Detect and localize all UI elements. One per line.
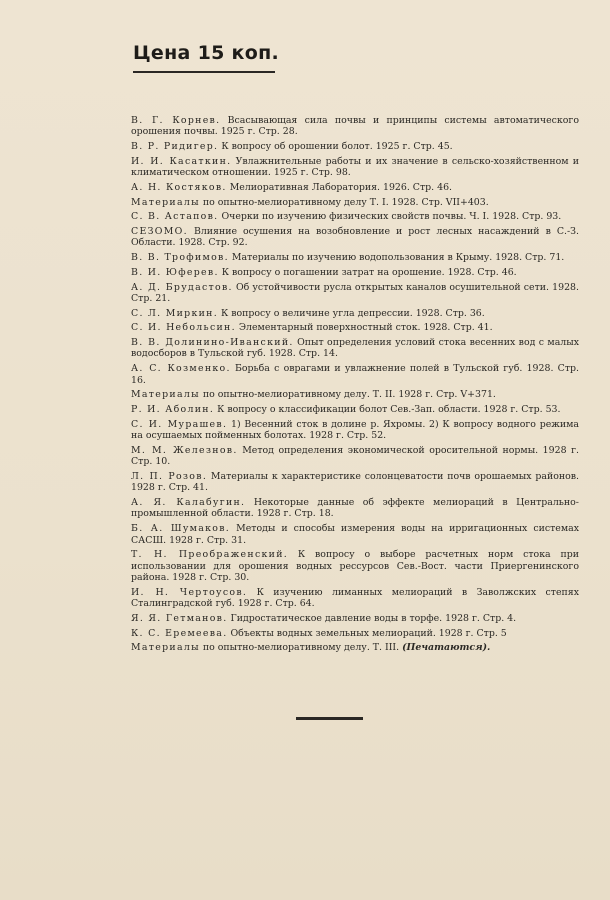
publication-entry bbox=[131, 197, 579, 208]
entry-author: В. Р. Ридигер. bbox=[131, 141, 219, 153]
entry-title: по опытно-мелиоративному делу Т. I. 1928. Стр. VII+403. bbox=[202, 196, 489, 208]
publication-entry bbox=[131, 363, 579, 386]
entry-title: К вопросу о величине угла депрессии. 1928. Стр. 36. bbox=[221, 307, 485, 319]
entry-title: Увлажнительные работы и их значение в сельско-хозяйственном и климатическом отношении. 1925 г. Стр. 98. bbox=[131, 155, 579, 179]
entry-title: Гидростатическое давление воды в торфе. 1928 г. Стр. 4. bbox=[230, 612, 517, 624]
entry-author: С. И. Мурашев. bbox=[131, 418, 228, 430]
entry-author: Материалы bbox=[131, 642, 200, 654]
publication-entry bbox=[131, 549, 579, 583]
publication-entry bbox=[131, 471, 579, 494]
entry-title: Опыт определения условий стока весенних вод с малых водосборов в Тульской губ. 1928. Стр. 14. bbox=[131, 337, 579, 360]
entry-title: Влияние осушения на возобновление и рост лесных насаждений в С.-З. Области. 1928. Стр. 92. bbox=[131, 226, 580, 249]
price-heading: Цена 15 коп. bbox=[133, 42, 280, 64]
entry-title: 1) Весенний сток в долине р. Яхромы. 2) К вопросу водного режима на осушаемых пойменных болотах. 1928 г. Стр. 52. bbox=[131, 418, 579, 442]
entry-title: К вопросу о выборе расчетных норм стока при использовании для орошения водных рессурсов Сев.-Вост. части Приергенинского района. 1928 г. Стр. 30. bbox=[131, 549, 580, 584]
entry-title: Очерки по изучению физических свойств почвы. Ч. I. 1928. Стр. 93. bbox=[221, 211, 562, 223]
publication-entry bbox=[131, 497, 579, 520]
entry-title: Метод определения экономической оросительной нормы. 1928 г. Стр. 10. bbox=[131, 444, 579, 468]
entry-author: В. Г. Корнев. bbox=[131, 115, 221, 126]
entry-title: Материалы к характеристике солонцеватости почв орошаемых районов. 1928 г. Стр. 41. bbox=[131, 470, 579, 494]
entry-author: В. В. Трофимов. bbox=[131, 252, 229, 264]
entry-author: В. В. Долинино-Иванский. bbox=[131, 337, 294, 349]
price-underline bbox=[133, 71, 275, 73]
entry-title: К вопросу о классификации болот Сев.-Зап. области. 1928 г. Стр. 53. bbox=[217, 403, 561, 415]
entry-author: Материалы bbox=[131, 389, 200, 401]
entry-author: С. И. Небольсин. bbox=[131, 322, 236, 334]
entry-author: С. Л. Миркин. bbox=[131, 307, 219, 319]
publication-entry bbox=[131, 267, 579, 278]
entry-title: по опытно-мелиоративному делу. Т. III. bbox=[202, 642, 400, 654]
entry-author: Т. Н. Преображенский. bbox=[131, 549, 289, 561]
publication-entry bbox=[131, 404, 579, 415]
entry-title: К вопросу об орошении болот. 1925 г. Стр. 45. bbox=[221, 141, 453, 153]
publication-entry bbox=[131, 156, 579, 179]
entry-title: Мелиоративная Лаборатория. 1926. Стр. 46. bbox=[229, 181, 453, 193]
publication-entry bbox=[131, 252, 579, 263]
entry-title: Объекты водных земельных мелиораций. 1928 г. Стр. 5 bbox=[230, 627, 507, 639]
entry-title: Некоторые данные об эффекте мелиораций в Центрально-промышленной области. 1928 г. Стр. 18. bbox=[131, 497, 579, 520]
entry-author: И. Н. Чертоусов. bbox=[131, 586, 248, 598]
entry-author: Л. П. Розов. bbox=[131, 470, 208, 482]
publication-entry bbox=[131, 337, 579, 360]
end-rule bbox=[296, 717, 363, 720]
entry-title: по опытно-мелиоративному делу. Т. II. 1928 г. Стр. V+371. bbox=[202, 389, 496, 401]
publication-entry bbox=[131, 308, 579, 319]
publication-entry bbox=[131, 628, 579, 639]
publication-entry bbox=[131, 322, 579, 333]
entry-author: К. С. Еремеева. bbox=[131, 627, 228, 639]
entry-title: Материалы по изучению водопользования в Крыму. 1928. Стр. 71. bbox=[231, 252, 565, 264]
publication-entry bbox=[131, 226, 579, 249]
publication-entry bbox=[131, 389, 579, 400]
entry-author: СЕЗОМО. bbox=[131, 226, 188, 238]
publication-entry bbox=[131, 445, 579, 468]
publication-entry bbox=[131, 211, 579, 222]
entry-author: Р. И. Аболин. bbox=[131, 403, 215, 415]
publication-entry bbox=[131, 419, 579, 442]
entry-author: А. Я. Калабугин. bbox=[131, 497, 246, 509]
publication-entry bbox=[131, 613, 579, 624]
entry-title: Методы и способы измерения воды на ирригационных системах САСШ. 1928 г. Стр. 31. bbox=[131, 523, 579, 546]
entry-author: Б. А. Шумаков. bbox=[131, 523, 231, 535]
publication-entry bbox=[131, 282, 579, 305]
entry-title: Об устойчивости русла открытых каналов осушительной сети. 1928. Стр. 21. bbox=[131, 281, 579, 304]
entry-author: И. И. Касаткин. bbox=[131, 155, 232, 167]
entry-title: К изучению лиманных мелиораций в Заволжских степях Сталинградской губ. 1928 г. Стр. 64. bbox=[131, 586, 579, 610]
publication-entry bbox=[131, 642, 579, 653]
entry-title: Всасывающая сила почвы и принципы системы автоматического орошения почвы. 1925 г. Стр. 28. bbox=[131, 115, 579, 138]
entry-title: Борьба с оврагами и увлажнение полей в Тульской губ. 1928. Стр. 16. bbox=[131, 363, 579, 386]
entry-author: Я. Я. Гетманов. bbox=[131, 612, 228, 624]
entry-note: (Печатаются). bbox=[402, 642, 491, 654]
publication-entry bbox=[131, 115, 579, 138]
entry-title: К вопросу о погашении затрат на орошение. 1928. Стр. 46. bbox=[221, 266, 517, 278]
entry-author: В. И. Юферев. bbox=[131, 266, 219, 278]
entry-author: С. В. Астапов. bbox=[131, 211, 219, 223]
entry-author: М. М. Железнов. bbox=[131, 444, 238, 456]
publication-entry bbox=[131, 523, 579, 546]
entry-author: Материалы bbox=[131, 196, 200, 208]
entry-author: А. С. Козменко. bbox=[131, 363, 231, 375]
publication-entry bbox=[131, 587, 579, 610]
publication-entry bbox=[131, 182, 579, 193]
entry-author: А. Н. Костяков. bbox=[131, 181, 227, 193]
entry-title: Элементарный поверхностный сток. 1928. Стр. 41. bbox=[238, 322, 493, 334]
publication-entry bbox=[131, 141, 579, 152]
publication-list bbox=[131, 115, 579, 657]
entry-author: А. Д. Брудастов. bbox=[131, 281, 233, 293]
